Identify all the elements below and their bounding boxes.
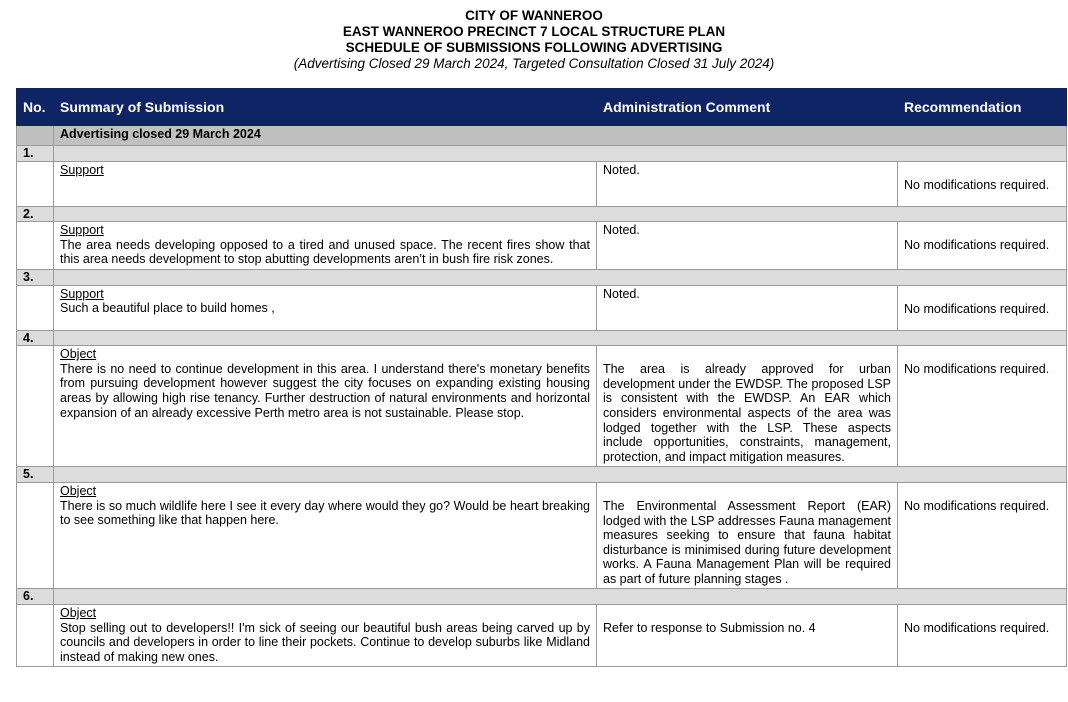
submission-number-row: [17, 269, 1067, 285]
document-header: [0, 8, 1068, 72]
comment-cell: Noted.: [597, 222, 898, 270]
submission-type: Support: [60, 286, 104, 301]
submission-type: Support: [60, 223, 104, 238]
table-header-row: [17, 89, 1067, 126]
table-row: [17, 161, 1067, 206]
section-row: [17, 126, 1067, 146]
comment-cell: The area is already approved for urban development under the EWDSP. The proposed LSP is consistent with the EWDSP. An EAR which considers environmental aspects of the area was lodged together with the LSP. These aspects include opportunities, constraints, management, protection, and impact mitigation measures.: [597, 346, 898, 467]
summary-cell: [54, 222, 597, 270]
table-row: [17, 285, 1067, 330]
col-header-recommendation: Recommendation: [898, 89, 1067, 126]
table-row: [17, 346, 1067, 467]
recommendation-cell: No modifications required.: [898, 222, 1067, 270]
table-row: [17, 222, 1067, 270]
comment-cell: The Environmental Assessment Report (EAR) lodged with the LSP addresses Fauna management measures seeking to ensure that fauna habitat disturbance is minimised during future development works. A Fauna Management Plan will be required as part of future planning stages .: [597, 482, 898, 589]
submission-number-row: [17, 467, 1067, 483]
submissions-table: [16, 88, 1067, 667]
title-plan: EAST WANNEROO PRECINCT 7 LOCAL STRUCTURE PLAN: [342, 24, 726, 39]
summary-cell: [54, 346, 597, 467]
summary-cell: [54, 285, 597, 330]
title-city: CITY OF WANNEROO: [465, 8, 603, 23]
table-row: [17, 482, 1067, 589]
recommendation-cell: No modifications required.: [898, 482, 1067, 589]
submission-number-row: [17, 146, 1067, 162]
submission-number: 2.: [17, 206, 54, 222]
submission-text: Such a beautiful place to build homes ,: [60, 301, 275, 316]
submission-number-row: [17, 330, 1067, 346]
recommendation-cell: No modifications required.: [898, 285, 1067, 330]
submission-text: Stop selling out to developers!! I'm sick of seeing our beautiful bush areas being carved up by councils and developers in order to line their pockets. Continue to develop suburbs like Midland instead of making new ones.: [60, 620, 590, 664]
section-label: Advertising closed 29 March 2024: [54, 126, 1067, 146]
table-row: [17, 605, 1067, 667]
submission-number: 3.: [17, 269, 54, 285]
col-header-no: No.: [17, 89, 54, 126]
title-schedule: SCHEDULE OF SUBMISSIONS FOLLOWING ADVERTISING: [345, 40, 723, 55]
submission-type: Object: [60, 606, 97, 621]
title-dates: (Advertising Closed 29 March 2024, Targeted Consultation Closed 31 July 2024): [293, 56, 775, 71]
submission-type: Object: [60, 483, 97, 498]
submission-number: 4.: [17, 330, 54, 346]
submission-number-row: [17, 206, 1067, 222]
submission-text: There is no need to continue development in this area. I understand there's monetary benefits from pursuing development however suggest the city focuses on expanding existing housing areas by allowing high rise tenancy. Further destruction of natural environments and horizontal expansion of an already excessive Perth metro area is not sustainable. Please stop.: [60, 361, 590, 420]
recommendation-cell: No modifications required.: [898, 605, 1067, 667]
comment-cell: Noted.: [597, 285, 898, 330]
summary-cell: [54, 161, 597, 206]
summary-cell: [54, 482, 597, 589]
submission-type: Object: [60, 347, 97, 362]
submission-type: Support: [60, 162, 104, 177]
submission-text: The area needs developing opposed to a tired and unused space. The recent fires show that this area needs development to stop abutting developments aren’t in bush fire risk zones.: [60, 237, 590, 267]
submission-text: There is so much wildlife here I see it every day where would they go? Would be heart breaking to see something like that happen here.: [60, 498, 590, 528]
recommendation-cell: No modifications required.: [898, 346, 1067, 467]
col-header-comment: Administration Comment: [597, 89, 898, 126]
summary-cell: [54, 605, 597, 667]
submission-number: 5.: [17, 467, 54, 483]
submission-number-row: [17, 589, 1067, 605]
submission-number: 6.: [17, 589, 54, 605]
recommendation-cell: No modifications required.: [898, 161, 1067, 206]
comment-cell: Noted.: [597, 161, 898, 206]
comment-cell: Refer to response to Submission no. 4: [597, 605, 898, 667]
submission-number: 1.: [17, 146, 54, 162]
col-header-summary: Summary of Submission: [54, 89, 597, 126]
